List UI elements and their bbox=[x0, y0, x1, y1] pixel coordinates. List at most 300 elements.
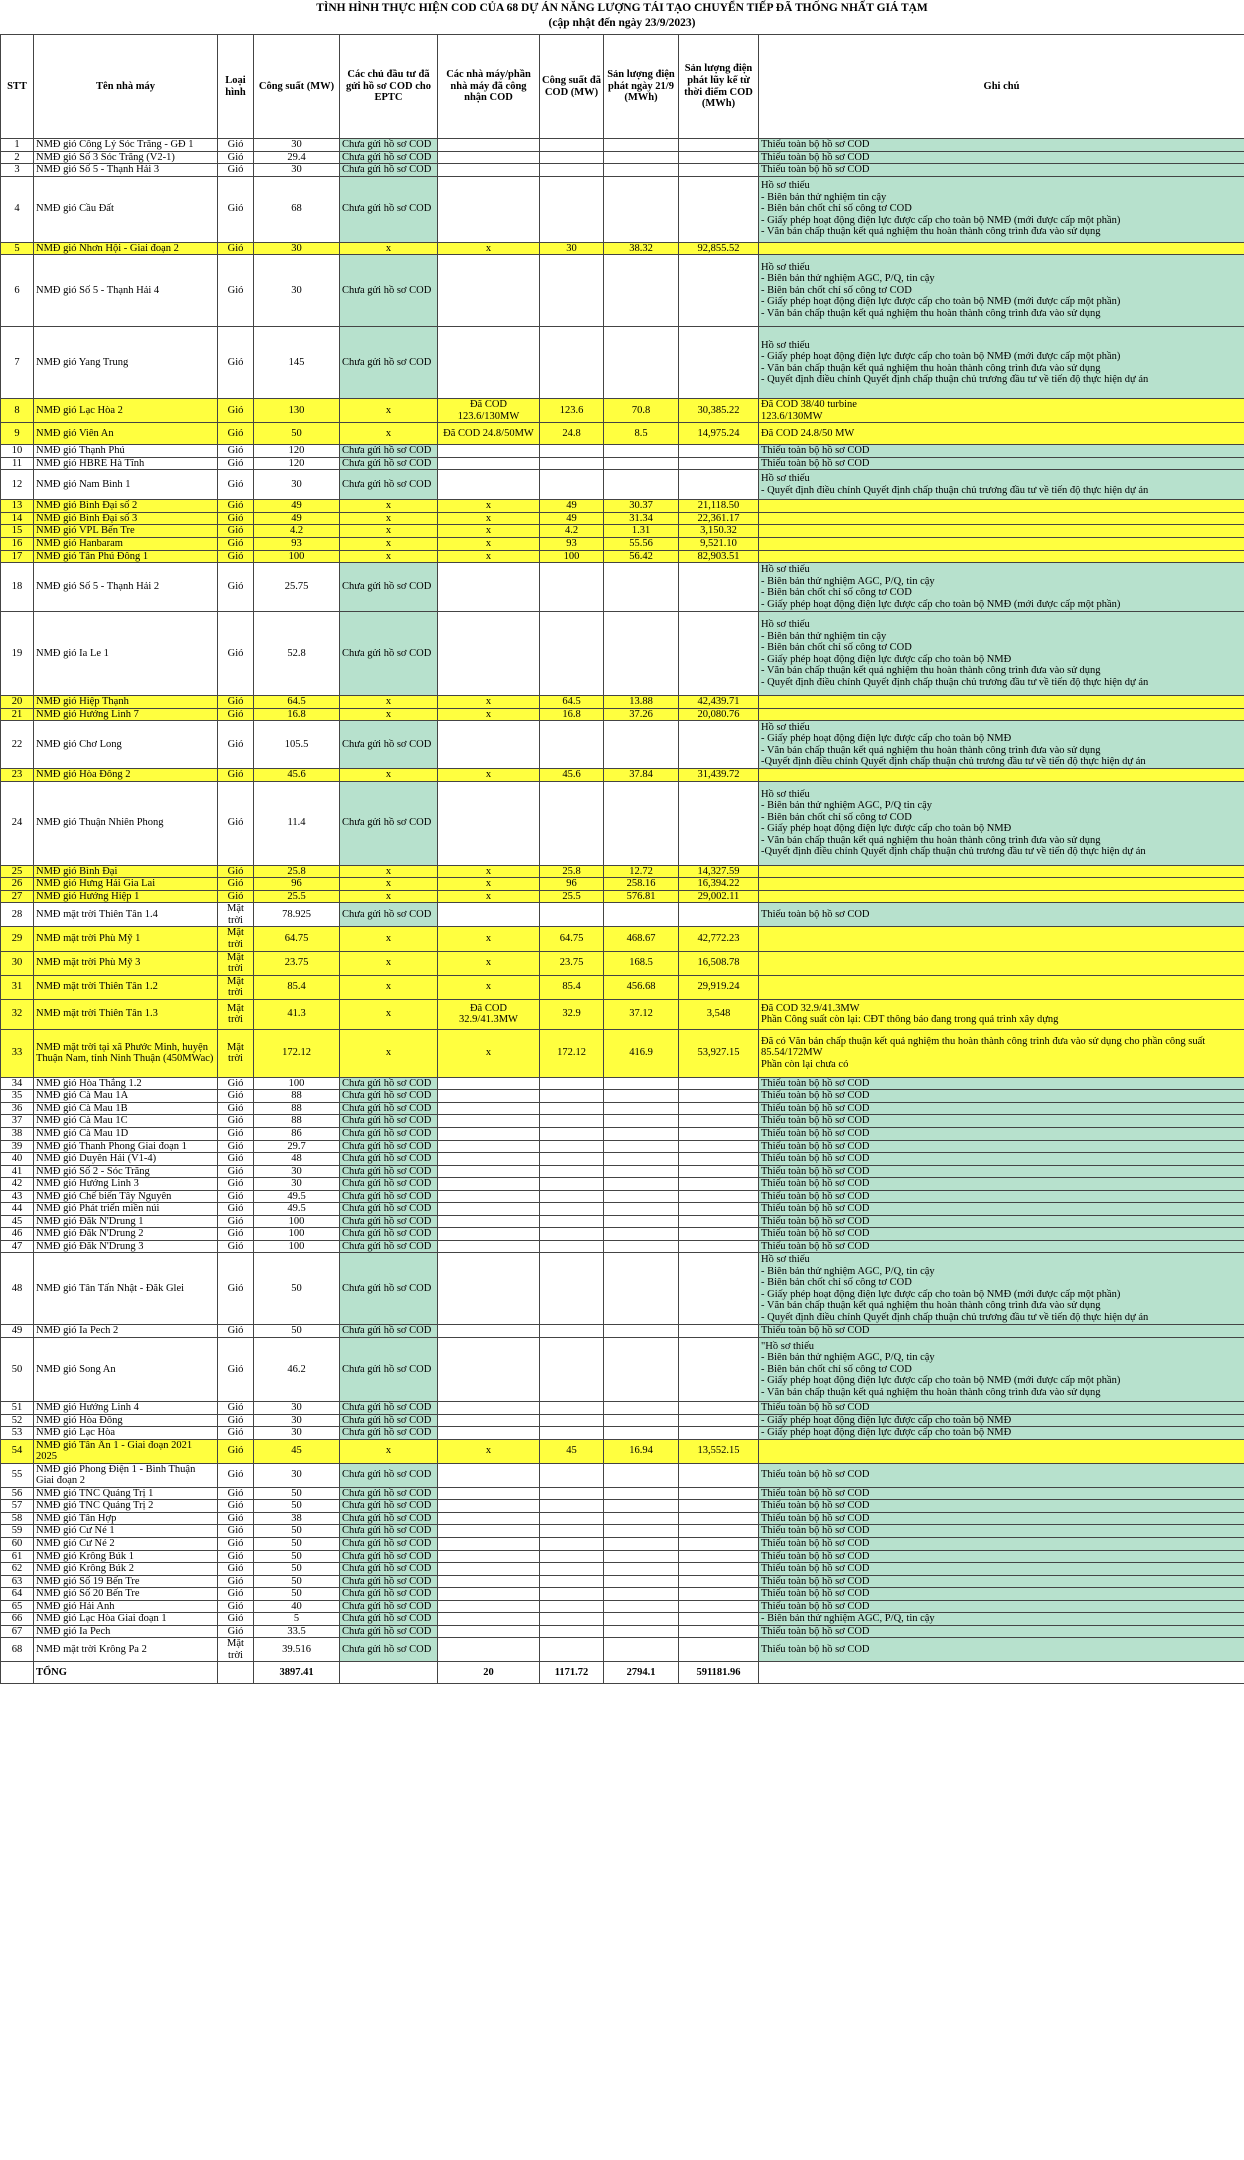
cell-output-cumulative: 31,439.72 bbox=[679, 769, 759, 782]
cell-output-day bbox=[604, 1253, 679, 1325]
cell-note bbox=[759, 512, 1244, 525]
table-row bbox=[1, 1165, 1244, 1178]
cell-cod-capacity bbox=[540, 457, 604, 470]
cell-name: NMĐ gió Bình Đại số 3 bbox=[34, 512, 218, 525]
col-header-capacity: Công suất (MW) bbox=[254, 35, 340, 139]
cell-capacity: 30 bbox=[254, 255, 340, 327]
cell-note bbox=[759, 927, 1244, 951]
cell-capacity: 23.75 bbox=[254, 951, 340, 975]
cell-stt: 28 bbox=[1, 903, 34, 927]
cell-output-cumulative bbox=[679, 327, 759, 399]
cell-eptc: Chưa gửi hồ sơ COD bbox=[340, 1215, 438, 1228]
cell-type: Gió bbox=[218, 1115, 254, 1128]
table-row bbox=[1, 927, 1244, 951]
cell-cod-capacity bbox=[540, 1153, 604, 1166]
cell-cod-recognized bbox=[438, 1115, 540, 1128]
cell-eptc: x bbox=[340, 927, 438, 951]
cell-note: Thiếu toàn bộ hồ sơ COD bbox=[759, 1588, 1244, 1601]
cell-name: NMĐ gió Bình Đại bbox=[34, 865, 218, 878]
cell-stt: 37 bbox=[1, 1115, 34, 1128]
cell-eptc: x bbox=[340, 1029, 438, 1077]
cell-note bbox=[759, 951, 1244, 975]
cell-cod-capacity bbox=[540, 1102, 604, 1115]
cell-capacity: 30 bbox=[254, 242, 340, 255]
cell-stt: 35 bbox=[1, 1090, 34, 1103]
cell-type: Mặt trời bbox=[218, 951, 254, 975]
cell-name: NMĐ mặt trời Phù Mỹ 1 bbox=[34, 927, 218, 951]
cell-cod-recognized bbox=[438, 1512, 540, 1525]
cell-note: Thiếu toàn bộ hồ sơ COD bbox=[759, 1077, 1244, 1090]
cell-cod-capacity bbox=[540, 1140, 604, 1153]
cell-output-cumulative bbox=[679, 1625, 759, 1638]
cell-cod-recognized bbox=[438, 563, 540, 612]
cell-type: Gió bbox=[218, 1550, 254, 1563]
cell-cod-capacity bbox=[540, 327, 604, 399]
cell-eptc: Chưa gửi hồ sơ COD bbox=[340, 1090, 438, 1103]
cell-eptc: Chưa gửi hồ sơ COD bbox=[340, 470, 438, 500]
table-row bbox=[1, 255, 1244, 327]
cell-stt: 8 bbox=[1, 399, 34, 423]
cell-cod-recognized bbox=[438, 1487, 540, 1500]
cell-type: Gió bbox=[218, 445, 254, 458]
cell-eptc: Chưa gửi hồ sơ COD bbox=[340, 1487, 438, 1500]
cell-capacity: 50 bbox=[254, 1537, 340, 1550]
cell-cod-capacity: 30 bbox=[540, 242, 604, 255]
cell-eptc: Chưa gửi hồ sơ COD bbox=[340, 1613, 438, 1626]
cell-output-cumulative bbox=[679, 1550, 759, 1563]
cell-note: Thiếu toàn bộ hồ sơ COD bbox=[759, 1115, 1244, 1128]
cell-output-cumulative: 21,118.50 bbox=[679, 500, 759, 513]
cell-cod-capacity bbox=[540, 1525, 604, 1538]
cell-stt: 62 bbox=[1, 1563, 34, 1576]
cell-cod-capacity bbox=[540, 1127, 604, 1140]
cell-note: Thiếu toàn bộ hồ sơ COD bbox=[759, 1463, 1244, 1487]
cell-type: Gió bbox=[218, 176, 254, 242]
cell-type: Gió bbox=[218, 708, 254, 721]
cell-output-day: 16.94 bbox=[604, 1439, 679, 1463]
cell-name: NMĐ gió Tân Phú Đông 1 bbox=[34, 550, 218, 563]
cell-cod-capacity bbox=[540, 255, 604, 327]
table-row bbox=[1, 721, 1244, 769]
cell-note: Hồ sơ thiếu - Biên bản thử nghiệm AGC, P/Q, tin cậy - Biên bản chốt chỉ số công tơ COD - Giấy phép hoạt động điện lực được cấp cho toàn bộ NMĐ (mới được cấp một phần) bbox=[759, 563, 1244, 612]
cell-output-day: 416.9 bbox=[604, 1029, 679, 1077]
cell-capacity: 50 bbox=[254, 1563, 340, 1576]
cell-cod-capacity: 172.12 bbox=[540, 1029, 604, 1077]
table-row bbox=[1, 975, 1244, 999]
cell-note: Thiếu toàn bộ hồ sơ COD bbox=[759, 1537, 1244, 1550]
cell-capacity: 145 bbox=[254, 327, 340, 399]
cell-eptc: x bbox=[340, 538, 438, 551]
cell-eptc: Chưa gửi hồ sơ COD bbox=[340, 1240, 438, 1253]
cell-type: Gió bbox=[218, 1439, 254, 1463]
cell-stt: 12 bbox=[1, 470, 34, 500]
cell-stt: 31 bbox=[1, 975, 34, 999]
cell-capacity: 50 bbox=[254, 1575, 340, 1588]
cell-name: NMĐ gió Cư Né 1 bbox=[34, 1525, 218, 1538]
cell-eptc: x bbox=[340, 975, 438, 999]
cell-stt: 45 bbox=[1, 1215, 34, 1228]
cell-type: Gió bbox=[218, 1613, 254, 1626]
cell-cod-recognized bbox=[438, 1090, 540, 1103]
cell-note: Thiếu toàn bộ hồ sơ COD bbox=[759, 1487, 1244, 1500]
cell-eptc: Chưa gửi hồ sơ COD bbox=[340, 563, 438, 612]
cell-stt: 32 bbox=[1, 999, 34, 1029]
cell-cod-recognized: x bbox=[438, 1029, 540, 1077]
cell-stt: 52 bbox=[1, 1414, 34, 1427]
total-empty-cell bbox=[218, 1662, 254, 1684]
cell-note bbox=[759, 865, 1244, 878]
cell-cod-recognized: x bbox=[438, 890, 540, 903]
cell-name: NMĐ gió Duyên Hải (V1-4) bbox=[34, 1153, 218, 1166]
cell-cod-recognized bbox=[438, 721, 540, 769]
cell-cod-recognized: Đã COD 32.9/41.3MW bbox=[438, 999, 540, 1029]
cell-cod-capacity bbox=[540, 721, 604, 769]
cell-capacity: 64.75 bbox=[254, 927, 340, 951]
cell-stt: 58 bbox=[1, 1512, 34, 1525]
cell-output-day bbox=[604, 1463, 679, 1487]
cell-name: NMĐ mặt trời tại xã Phước Minh, huyện Thuận Nam, tỉnh Ninh Thuận (450MWac) bbox=[34, 1029, 218, 1077]
cell-eptc: Chưa gửi hồ sơ COD bbox=[340, 1190, 438, 1203]
cell-output-day bbox=[604, 1178, 679, 1191]
cell-output-cumulative bbox=[679, 1190, 759, 1203]
cell-name: NMĐ gió Lạc Hòa 2 bbox=[34, 399, 218, 423]
table-row bbox=[1, 500, 1244, 513]
table-row bbox=[1, 445, 1244, 458]
cell-output-cumulative: 9,521.10 bbox=[679, 538, 759, 551]
cell-name: NMĐ gió Thạnh Phú bbox=[34, 445, 218, 458]
cell-type: Gió bbox=[218, 890, 254, 903]
cell-stt: 57 bbox=[1, 1500, 34, 1513]
cell-note: - Biên bản thử nghiệm AGC, P/Q, tin cậy bbox=[759, 1613, 1244, 1626]
cell-name: NMĐ mặt trời Thiên Tân 1.4 bbox=[34, 903, 218, 927]
cell-output-day bbox=[604, 470, 679, 500]
cell-output-day bbox=[604, 457, 679, 470]
cell-note: Thiếu toàn bộ hồ sơ COD bbox=[759, 903, 1244, 927]
cell-eptc: Chưa gửi hồ sơ COD bbox=[340, 1228, 438, 1241]
cell-output-day: 576.81 bbox=[604, 890, 679, 903]
cell-output-cumulative bbox=[679, 1525, 759, 1538]
cell-cod-recognized bbox=[438, 1401, 540, 1414]
cell-capacity: 88 bbox=[254, 1090, 340, 1103]
table-row bbox=[1, 1588, 1244, 1601]
cell-note: Thiếu toàn bộ hồ sơ COD bbox=[759, 1600, 1244, 1613]
col-header-note: Ghi chú bbox=[759, 35, 1244, 139]
cell-output-cumulative bbox=[679, 1575, 759, 1588]
cell-output-cumulative bbox=[679, 1638, 759, 1662]
cell-name: NMĐ gió Hải Anh bbox=[34, 1600, 218, 1613]
table-row bbox=[1, 781, 1244, 865]
cell-output-day bbox=[604, 1240, 679, 1253]
cell-note bbox=[759, 878, 1244, 891]
cell-cod-capacity: 64.75 bbox=[540, 927, 604, 951]
cell-capacity: 25.75 bbox=[254, 563, 340, 612]
cell-type: Gió bbox=[218, 1165, 254, 1178]
cell-eptc: Chưa gửi hồ sơ COD bbox=[340, 1203, 438, 1216]
cell-cod-recognized bbox=[438, 903, 540, 927]
cell-output-cumulative: 92,855.52 bbox=[679, 242, 759, 255]
cell-stt: 6 bbox=[1, 255, 34, 327]
cell-name: NMĐ gió Ia Pech 2 bbox=[34, 1325, 218, 1338]
cell-type: Gió bbox=[218, 1253, 254, 1325]
cell-type: Gió bbox=[218, 1525, 254, 1538]
cell-note: Hồ sơ thiếu - Biên bản thử nghiệm tin cậy - Biên bản chốt chỉ số công tơ COD - Giấy phép hoạt động điện lực được cấp cho toàn bộ NMĐ - Văn bản chấp thuận kết quả nghiệm thu hoàn thành công trình đưa vào sử dụng - Quyết định điều chỉnh Quyết định chấp thuận chủ trương đầu tư về tiến độ thực hiện dự án bbox=[759, 612, 1244, 696]
cell-output-cumulative bbox=[679, 164, 759, 177]
cell-stt: 25 bbox=[1, 865, 34, 878]
cell-stt: 33 bbox=[1, 1029, 34, 1077]
cell-capacity: 86 bbox=[254, 1127, 340, 1140]
cell-name: NMĐ gió Số 5 - Thạnh Hải 4 bbox=[34, 255, 218, 327]
cell-capacity: 100 bbox=[254, 1077, 340, 1090]
cell-output-day: 31.34 bbox=[604, 512, 679, 525]
cell-cod-recognized: x bbox=[438, 708, 540, 721]
cell-output-cumulative bbox=[679, 1414, 759, 1427]
cell-name: NMĐ gió Nhơn Hội - Giai đoạn 2 bbox=[34, 242, 218, 255]
cell-name: NMĐ gió Song An bbox=[34, 1337, 218, 1401]
cell-note bbox=[759, 500, 1244, 513]
cell-capacity: 52.8 bbox=[254, 612, 340, 696]
cell-name: NMĐ gió Krông Búk 2 bbox=[34, 1563, 218, 1576]
table-row bbox=[1, 1140, 1244, 1153]
cell-cod-recognized bbox=[438, 1153, 540, 1166]
cell-output-cumulative bbox=[679, 1203, 759, 1216]
cell-name: NMĐ gió Hanbaram bbox=[34, 538, 218, 551]
document-title: TÌNH HÌNH THỰC HIỆN COD CỦA 68 DỰ ÁN NĂNG LƯỢNG TÁI TẠO CHUYỂN TIẾP ĐÃ THỐNG NHẤT GIÁ TẠM bbox=[316, 2, 928, 14]
cell-note: Hồ sơ thiếu - Giấy phép hoạt động điện lực được cấp cho toàn bộ NMĐ - Văn bản chấp thuận kết quả nghiệm thu hoàn thành công trình đưa vào sử dụng -Quyết định điều chỉnh Quyết định chấp thuận chủ trương đầu tư về tiến độ thực hiện dự án bbox=[759, 721, 1244, 769]
cell-stt: 59 bbox=[1, 1525, 34, 1538]
cell-type: Mặt trời bbox=[218, 903, 254, 927]
cell-stt: 22 bbox=[1, 721, 34, 769]
cell-note: Thiếu toàn bộ hồ sơ COD bbox=[759, 1102, 1244, 1115]
cell-eptc: Chưa gửi hồ sơ COD bbox=[340, 612, 438, 696]
cell-stt: 26 bbox=[1, 878, 34, 891]
cell-capacity: 88 bbox=[254, 1115, 340, 1128]
cell-output-cumulative: 29,919.24 bbox=[679, 975, 759, 999]
cell-cod-capacity bbox=[540, 1240, 604, 1253]
cell-eptc: Chưa gửi hồ sơ COD bbox=[340, 1153, 438, 1166]
cell-eptc: Chưa gửi hồ sơ COD bbox=[340, 1563, 438, 1576]
cell-output-cumulative: 3,548 bbox=[679, 999, 759, 1029]
cell-capacity: 29.4 bbox=[254, 151, 340, 164]
cell-note: Thiếu toàn bộ hồ sơ COD bbox=[759, 1563, 1244, 1576]
cell-name: NMĐ gió Hướng Linh 7 bbox=[34, 708, 218, 721]
cell-cod-capacity bbox=[540, 1077, 604, 1090]
cell-name: NMĐ gió Tân Ân 1 - Giai đoạn 2021 2025 bbox=[34, 1439, 218, 1463]
cell-capacity: 50 bbox=[254, 1588, 340, 1601]
table-row bbox=[1, 1550, 1244, 1563]
table-row bbox=[1, 538, 1244, 551]
cell-output-day: 37.12 bbox=[604, 999, 679, 1029]
cell-name: NMĐ gió Ia Pech bbox=[34, 1625, 218, 1638]
cell-capacity: 100 bbox=[254, 1240, 340, 1253]
cell-cod-recognized bbox=[438, 1165, 540, 1178]
cell-note: Thiếu toàn bộ hồ sơ COD bbox=[759, 1575, 1244, 1588]
cell-stt: 40 bbox=[1, 1153, 34, 1166]
cell-eptc: Chưa gửi hồ sơ COD bbox=[340, 1463, 438, 1487]
table-row bbox=[1, 525, 1244, 538]
cell-note bbox=[759, 890, 1244, 903]
cell-output-day bbox=[604, 903, 679, 927]
cell-cod-recognized: x bbox=[438, 878, 540, 891]
cell-eptc: x bbox=[340, 865, 438, 878]
cell-name: NMĐ gió Công Lý Sóc Trăng - GĐ 1 bbox=[34, 139, 218, 152]
cell-output-cumulative bbox=[679, 1537, 759, 1550]
cell-eptc: Chưa gửi hồ sơ COD bbox=[340, 457, 438, 470]
cell-stt: 50 bbox=[1, 1337, 34, 1401]
cell-cod-recognized bbox=[438, 1102, 540, 1115]
cell-note: Thiếu toàn bộ hồ sơ COD bbox=[759, 1325, 1244, 1338]
cell-name: NMĐ gió Đăk N'Drung 1 bbox=[34, 1215, 218, 1228]
cell-output-cumulative: 13,552.15 bbox=[679, 1439, 759, 1463]
col-header-output-cumulative: Sản lượng điện phát lũy kế từ thời điểm COD (MWh) bbox=[679, 35, 759, 139]
cell-capacity: 78.925 bbox=[254, 903, 340, 927]
cell-type: Gió bbox=[218, 1140, 254, 1153]
total-output-cumulative: 591181.96 bbox=[679, 1662, 759, 1684]
cell-name: NMĐ gió Chơ Long bbox=[34, 721, 218, 769]
cell-note: Hồ sơ thiếu - Giấy phép hoạt động điện lực được cấp cho toàn bộ NMĐ (mới được cấp một phần) - Văn bản chấp thuận kết quả nghiệm thu hoàn thành công trình đưa vào sử dụng - Quyết định điều chỉnh Quyết định chấp thuận chủ trương đầu tư về tiến độ thực hiện dự án bbox=[759, 327, 1244, 399]
cell-output-cumulative bbox=[679, 1401, 759, 1414]
cell-eptc: Chưa gửi hồ sơ COD bbox=[340, 1178, 438, 1191]
cell-type: Gió bbox=[218, 1500, 254, 1513]
cell-note: Hồ sơ thiếu - Biên bản thử nghiệm tin cậy - Biên bản chốt chỉ số công tơ COD - Giấy phép hoạt động điện lực được cấp cho toàn bộ NMĐ (mới được cấp một phần) - Văn bản chấp thuận kết quả nghiệm thu hoàn thành công trình đưa vào sử dụng bbox=[759, 176, 1244, 242]
cell-cod-recognized bbox=[438, 612, 540, 696]
table-row bbox=[1, 1625, 1244, 1638]
cell-stt: 2 bbox=[1, 151, 34, 164]
cell-output-cumulative: 29,002.11 bbox=[679, 890, 759, 903]
cell-note: Đã COD 24.8/50 MW bbox=[759, 423, 1244, 445]
cell-type: Gió bbox=[218, 1240, 254, 1253]
cod-status-table bbox=[0, 34, 1244, 1684]
cell-output-day bbox=[604, 1153, 679, 1166]
cell-cod-capacity bbox=[540, 1625, 604, 1638]
cell-name: NMĐ gió Số 3 Sóc Trăng (V2-1) bbox=[34, 151, 218, 164]
cell-output-day bbox=[604, 1625, 679, 1638]
cell-name: NMĐ gió TNC Quảng Trị 1 bbox=[34, 1487, 218, 1500]
cell-name: NMĐ gió Chế biến Tây Nguyên bbox=[34, 1190, 218, 1203]
cell-stt: 4 bbox=[1, 176, 34, 242]
cell-note: Thiếu toàn bộ hồ sơ COD bbox=[759, 1500, 1244, 1513]
cell-output-day: 55.56 bbox=[604, 538, 679, 551]
cell-name: NMĐ gió Tân Hợp bbox=[34, 1512, 218, 1525]
cell-cod-recognized: Đã COD 24.8/50MW bbox=[438, 423, 540, 445]
cell-note: Thiếu toàn bộ hồ sơ COD bbox=[759, 1550, 1244, 1563]
cell-capacity: 50 bbox=[254, 1325, 340, 1338]
cell-output-day bbox=[604, 563, 679, 612]
cell-note: Thiếu toàn bộ hồ sơ COD bbox=[759, 457, 1244, 470]
cell-output-cumulative bbox=[679, 1102, 759, 1115]
cell-cod-recognized bbox=[438, 327, 540, 399]
table-row bbox=[1, 1240, 1244, 1253]
cell-output-cumulative bbox=[679, 1115, 759, 1128]
table-row bbox=[1, 423, 1244, 445]
cell-output-cumulative bbox=[679, 1215, 759, 1228]
cell-type: Gió bbox=[218, 500, 254, 513]
cell-eptc: x bbox=[340, 951, 438, 975]
cell-type: Gió bbox=[218, 1537, 254, 1550]
cell-eptc: x bbox=[340, 878, 438, 891]
cell-output-day bbox=[604, 1401, 679, 1414]
cell-note: - Giấy phép hoạt động điện lực được cấp cho toàn bộ NMĐ bbox=[759, 1427, 1244, 1440]
table-row bbox=[1, 399, 1244, 423]
cell-eptc: Chưa gửi hồ sơ COD bbox=[340, 1427, 438, 1440]
cell-note: Đã COD 38/40 turbine 123.6/130MW bbox=[759, 399, 1244, 423]
cell-cod-recognized: x bbox=[438, 951, 540, 975]
cell-stt: 65 bbox=[1, 1600, 34, 1613]
cell-name: NMĐ gió Cư Né 2 bbox=[34, 1537, 218, 1550]
cell-name: NMĐ mặt trời Krông Pa 2 bbox=[34, 1638, 218, 1662]
table-row bbox=[1, 512, 1244, 525]
cell-note: Thiếu toàn bộ hồ sơ COD bbox=[759, 1127, 1244, 1140]
cell-eptc: Chưa gửi hồ sơ COD bbox=[340, 445, 438, 458]
cell-note: Thiếu toàn bộ hồ sơ COD bbox=[759, 139, 1244, 152]
cell-note: Thiếu toàn bộ hồ sơ COD bbox=[759, 151, 1244, 164]
cell-cod-capacity bbox=[540, 1414, 604, 1427]
cell-cod-recognized bbox=[438, 1228, 540, 1241]
cell-output-cumulative bbox=[679, 470, 759, 500]
cell-cod-capacity bbox=[540, 1563, 604, 1576]
cell-capacity: 120 bbox=[254, 445, 340, 458]
cell-output-cumulative bbox=[679, 139, 759, 152]
cell-cod-capacity bbox=[540, 151, 604, 164]
cell-output-cumulative bbox=[679, 903, 759, 927]
table-row bbox=[1, 696, 1244, 709]
cell-output-day bbox=[604, 327, 679, 399]
cell-cod-recognized: x bbox=[438, 500, 540, 513]
cell-cod-recognized bbox=[438, 1337, 540, 1401]
table-row bbox=[1, 327, 1244, 399]
cell-name: NMĐ gió HBRE Hà Tĩnh bbox=[34, 457, 218, 470]
cell-capacity: 45.6 bbox=[254, 769, 340, 782]
cell-output-day bbox=[604, 1500, 679, 1513]
cell-note: Thiếu toàn bộ hồ sơ COD bbox=[759, 445, 1244, 458]
cell-name: NMĐ gió Lạc Hòa Giai đoạn 1 bbox=[34, 1613, 218, 1626]
cell-output-cumulative bbox=[679, 1090, 759, 1103]
cell-eptc: Chưa gửi hồ sơ COD bbox=[340, 1102, 438, 1115]
cell-name: NMĐ gió Yang Trung bbox=[34, 327, 218, 399]
cell-name: NMĐ gió Đăk N'Drung 3 bbox=[34, 1240, 218, 1253]
cell-name: NMĐ gió Hiệp Thạnh bbox=[34, 696, 218, 709]
cell-output-cumulative bbox=[679, 1588, 759, 1601]
cell-stt: 53 bbox=[1, 1427, 34, 1440]
cell-type: Gió bbox=[218, 327, 254, 399]
cell-stt: 44 bbox=[1, 1203, 34, 1216]
cell-capacity: 30 bbox=[254, 139, 340, 152]
table-row bbox=[1, 1638, 1244, 1662]
cell-cod-recognized bbox=[438, 457, 540, 470]
cell-note: Hồ sơ thiếu - Biên bản thử nghiệm AGC, P/Q, tin cậy - Biên bản chốt chỉ số công tơ COD - Giấy phép hoạt động điện lực được cấp cho toàn bộ NMĐ (mới được cấp một phần) - Văn bản chấp thuận kết quả nghiệm thu hoàn thành công trình đưa vào sử dụng - Quyết định điều chỉnh Quyết định chấp thuận chủ trương đầu tư về tiến độ thực hiện dự án bbox=[759, 1253, 1244, 1325]
cell-type: Gió bbox=[218, 423, 254, 445]
cell-output-day bbox=[604, 1427, 679, 1440]
cell-cod-capacity bbox=[540, 1115, 604, 1128]
cell-type: Gió bbox=[218, 550, 254, 563]
cell-output-cumulative bbox=[679, 1337, 759, 1401]
cell-cod-recognized bbox=[438, 1178, 540, 1191]
cell-output-cumulative bbox=[679, 1463, 759, 1487]
cell-name: NMĐ gió Số 2 - Sóc Trăng bbox=[34, 1165, 218, 1178]
cell-output-day: 70.8 bbox=[604, 399, 679, 423]
table-row bbox=[1, 563, 1244, 612]
cell-name: NMĐ gió Ia Le 1 bbox=[34, 612, 218, 696]
cell-type: Gió bbox=[218, 769, 254, 782]
cell-cod-capacity: 25.8 bbox=[540, 865, 604, 878]
cell-cod-recognized bbox=[438, 1537, 540, 1550]
cell-stt: 63 bbox=[1, 1575, 34, 1588]
cell-eptc: Chưa gửi hồ sơ COD bbox=[340, 1165, 438, 1178]
table-row bbox=[1, 1228, 1244, 1241]
cell-note bbox=[759, 550, 1244, 563]
cell-output-cumulative bbox=[679, 1178, 759, 1191]
cell-stt: 29 bbox=[1, 927, 34, 951]
cell-eptc: x bbox=[340, 500, 438, 513]
